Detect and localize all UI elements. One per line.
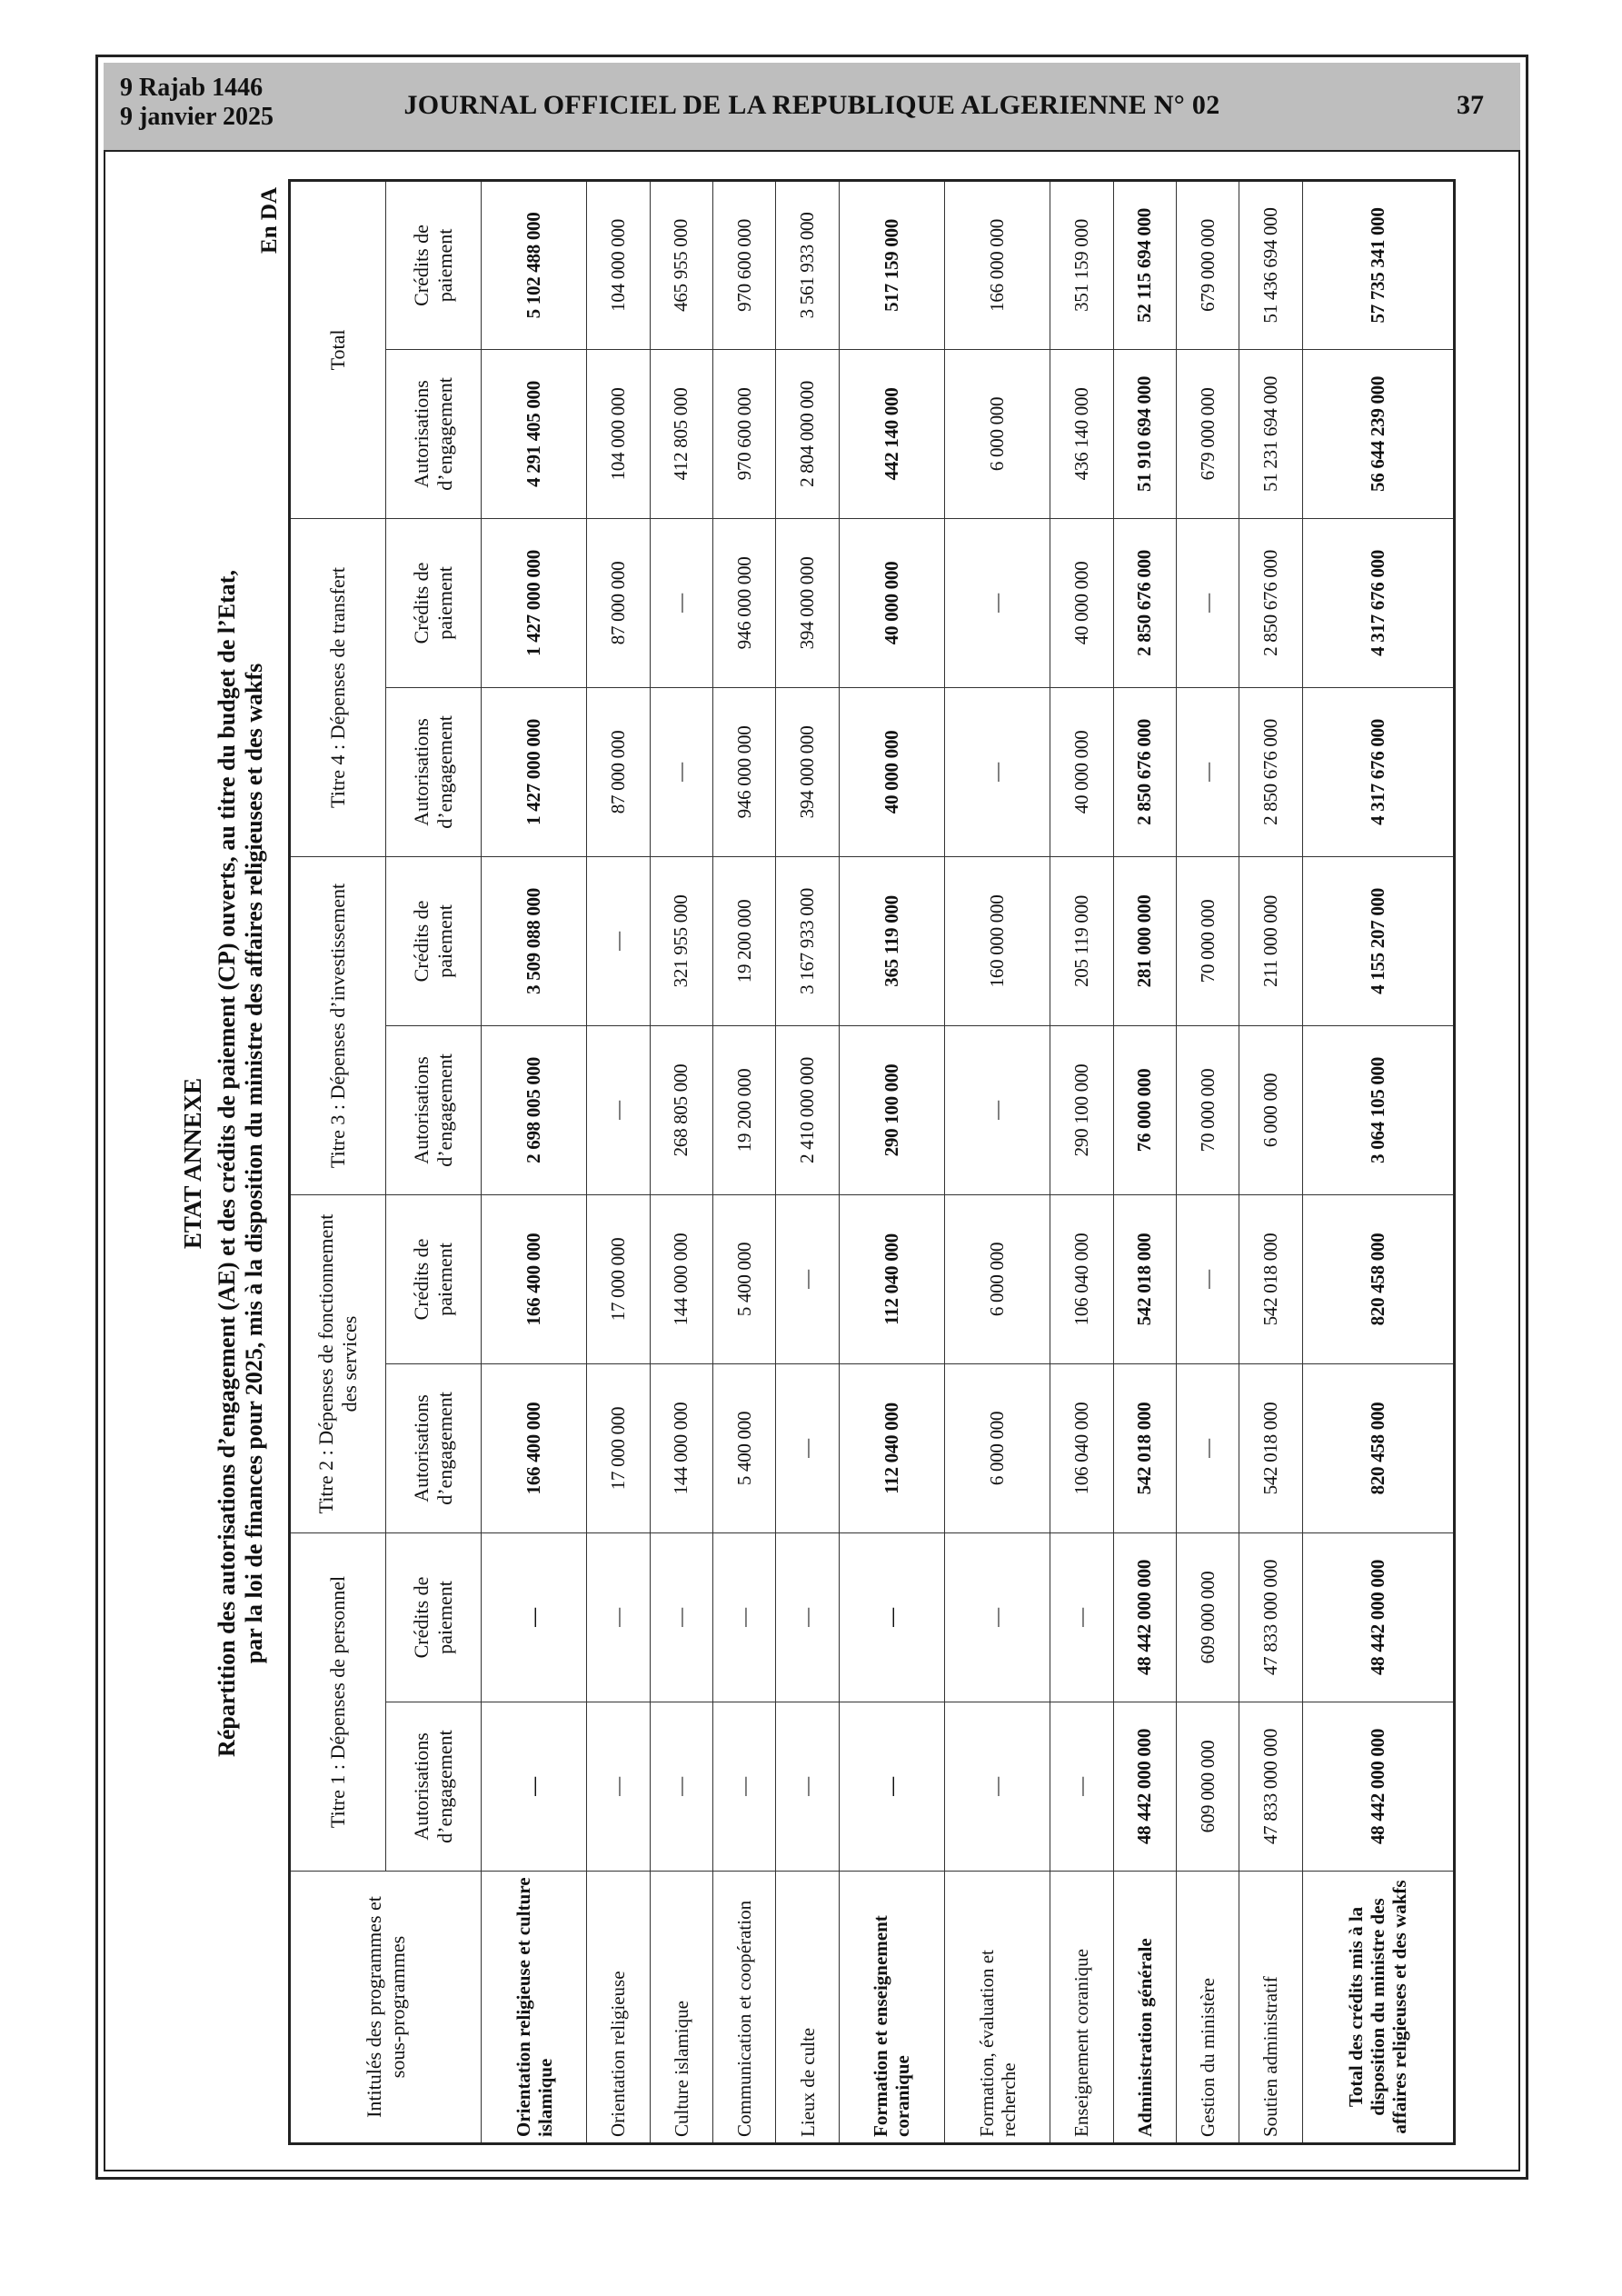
cell-ae: 4 317 676 000 xyxy=(1302,687,1454,856)
cell-cp: 394 000 000 xyxy=(776,518,839,687)
cell-ae: — xyxy=(944,687,1050,856)
cell-ae: 19 200 000 xyxy=(712,1025,775,1194)
cell-cp: 106 040 000 xyxy=(1050,1194,1113,1363)
row-label: Administration générale xyxy=(1113,1872,1176,2144)
cell-cp: — xyxy=(776,1532,839,1702)
cell-ae: — xyxy=(944,1702,1050,1872)
row-label: Lieux de culte xyxy=(776,1872,839,2144)
group-header-titre2: Titre 2 : Dépenses de fonctionnement des services xyxy=(290,1194,386,1532)
cell-cp: 4 317 676 000 xyxy=(1302,518,1454,687)
row-label: Enseignement coranique xyxy=(1050,1872,1113,2144)
cell-ae: 40 000 000 xyxy=(839,687,944,856)
cell-ae: 47 833 000 000 xyxy=(1239,1702,1302,1872)
cell-cp: 281 000 000 xyxy=(1113,856,1176,1025)
cell-cp: 6 000 000 xyxy=(944,1194,1050,1363)
cell-ae: — xyxy=(839,1702,944,1872)
cell-cp: 5 400 000 xyxy=(712,1194,775,1363)
cell-ae: 542 018 000 xyxy=(1113,1363,1176,1532)
cell-cp: 365 119 000 xyxy=(839,856,944,1025)
cell-ae: — xyxy=(776,1363,839,1532)
cell-ae: 70 000 000 xyxy=(1176,1025,1239,1194)
cell-ae: 679 000 000 xyxy=(1176,349,1239,518)
cell-ae: 3 064 105 000 xyxy=(1302,1025,1454,1194)
subprogram-row xyxy=(944,180,1050,2143)
cell-ae: 48 442 000 000 xyxy=(1113,1702,1176,1872)
cell-cp: 351 159 000 xyxy=(1050,180,1113,349)
cell-cp: 679 000 000 xyxy=(1176,180,1239,349)
row-label: Gestion du ministère xyxy=(1176,1872,1239,2144)
cell-cp: 2 850 676 000 xyxy=(1113,518,1176,687)
cell-cp: 87 000 000 xyxy=(587,518,650,687)
subprogram-row xyxy=(712,180,775,2143)
cell-cp: 205 119 000 xyxy=(1050,856,1113,1025)
cell-cp: 3 561 933 000 xyxy=(776,180,839,349)
cell-cp: 104 000 000 xyxy=(587,180,650,349)
cell-ae: — xyxy=(587,1025,650,1194)
cell-ae: 104 000 000 xyxy=(587,349,650,518)
subprogram-row xyxy=(1176,180,1239,2143)
cell-ae: 51 910 694 000 xyxy=(1113,349,1176,518)
cell-cp: — xyxy=(650,518,712,687)
cell-cp: — xyxy=(587,1532,650,1702)
cell-cp: 166 000 000 xyxy=(944,180,1050,349)
subheader-ae: Autorisations d’engagement xyxy=(386,1025,482,1194)
cell-ae: — xyxy=(587,1702,650,1872)
cell-ae: 290 100 000 xyxy=(839,1025,944,1194)
cell-ae: 2 698 005 000 xyxy=(482,1025,587,1194)
row-label: Formation et enseignement coranique xyxy=(839,1872,944,2144)
subheader-ae: Autorisations d’engagement xyxy=(386,349,482,518)
cell-cp: 4 155 207 000 xyxy=(1302,856,1454,1025)
cell-cp: 160 000 000 xyxy=(944,856,1050,1025)
cell-ae: 2 850 676 000 xyxy=(1113,687,1176,856)
cell-ae: — xyxy=(944,1025,1050,1194)
cell-cp: — xyxy=(944,1532,1050,1702)
cell-ae: 609 000 000 xyxy=(1176,1702,1239,1872)
cell-cp: 57 735 341 000 xyxy=(1302,180,1454,349)
cell-ae: 412 805 000 xyxy=(650,349,712,518)
cell-ae: — xyxy=(712,1702,775,1872)
cell-ae: 946 000 000 xyxy=(712,687,775,856)
subprogram-row xyxy=(587,180,650,2143)
cell-cp: 144 000 000 xyxy=(650,1194,712,1363)
cell-ae: 268 805 000 xyxy=(650,1025,712,1194)
cell-cp: — xyxy=(839,1532,944,1702)
cell-ae: 4 291 405 000 xyxy=(482,349,587,518)
cell-ae: 542 018 000 xyxy=(1239,1363,1302,1532)
row-label: Orientation religieuse xyxy=(587,1872,650,2144)
journal-header xyxy=(104,63,1520,152)
subheader-ae: Autorisations d’engagement xyxy=(386,687,482,856)
group-header-titre3: Titre 3 : Dépenses d’investissement xyxy=(290,856,386,1194)
cell-ae: 87 000 000 xyxy=(587,687,650,856)
row-label: Total des crédits mis à la disposition du ministre des affaires religieuses et des wakfs xyxy=(1302,1872,1454,2144)
cell-cp: — xyxy=(1176,518,1239,687)
cell-cp: 52 115 694 000 xyxy=(1113,180,1176,349)
row-label: Communication et coopération xyxy=(712,1872,775,2144)
cell-cp: 820 458 000 xyxy=(1302,1194,1454,1363)
cell-ae: — xyxy=(776,1702,839,1872)
group-header-total: Total xyxy=(290,180,386,518)
cell-ae: — xyxy=(650,1702,712,1872)
cell-cp: 465 955 000 xyxy=(650,180,712,349)
label-column-header: Intitulés des programmes et sous-programmes xyxy=(290,1872,482,2144)
cell-ae: 2 850 676 000 xyxy=(1239,687,1302,856)
subprogram-row xyxy=(650,180,712,2143)
cell-cp: 542 018 000 xyxy=(1239,1194,1302,1363)
cell-ae: 820 458 000 xyxy=(1302,1363,1454,1532)
cell-ae: 166 400 000 xyxy=(482,1363,587,1532)
group-header-titre4: Titre 4 : Dépenses de transfert xyxy=(290,518,386,856)
cell-ae: — xyxy=(1176,1363,1239,1532)
cell-ae: 51 231 694 000 xyxy=(1239,349,1302,518)
cell-cp: 48 442 000 000 xyxy=(1302,1532,1454,1702)
cell-ae: 394 000 000 xyxy=(776,687,839,856)
cell-cp: 48 442 000 000 xyxy=(1113,1532,1176,1702)
cell-ae: — xyxy=(1050,1702,1113,1872)
cell-cp: — xyxy=(482,1532,587,1702)
repartition-line-2: par la loi de finances pour 2025, mis à la disposition du ministre des affaires religieuses et des wakfs xyxy=(241,663,267,1664)
cell-ae: 2 410 000 000 xyxy=(776,1025,839,1194)
cell-ae: 17 000 000 xyxy=(587,1363,650,1532)
cell-ae: 106 040 000 xyxy=(1050,1363,1113,1532)
cell-cp: — xyxy=(712,1532,775,1702)
repartition-heading xyxy=(214,182,268,2145)
annex-title: ETAT ANNEXE xyxy=(179,1077,206,1250)
cell-ae: 6 000 000 xyxy=(944,349,1050,518)
rotated-content xyxy=(159,182,1458,2145)
subheader-cp: Crédits de paiement xyxy=(386,518,482,687)
row-label: Orientation religieuse et culture islamique xyxy=(482,1872,587,2144)
header-date-hijri: 9 Rajab 1446 xyxy=(120,74,264,102)
subheader-ae: Autorisations d’engagement xyxy=(386,1363,482,1532)
cell-cp: 946 000 000 xyxy=(712,518,775,687)
cell-cp: 542 018 000 xyxy=(1113,1194,1176,1363)
cell-ae: 76 000 000 xyxy=(1113,1025,1176,1194)
cell-cp: 17 000 000 xyxy=(587,1194,650,1363)
cell-cp: 3 509 088 000 xyxy=(482,856,587,1025)
subprogram-row xyxy=(1239,180,1302,2143)
cell-ae: 2 804 000 000 xyxy=(776,349,839,518)
table-body xyxy=(482,180,1455,2143)
cell-cp: — xyxy=(944,518,1050,687)
cell-ae: 144 000 000 xyxy=(650,1363,712,1532)
currency-unit: En DA xyxy=(257,187,282,254)
subheader-cp: Crédits de paiement xyxy=(386,856,482,1025)
cell-ae: 56 644 239 000 xyxy=(1302,349,1454,518)
cell-cp: 321 955 000 xyxy=(650,856,712,1025)
cell-cp: 970 600 000 xyxy=(712,180,775,349)
cell-ae: 6 000 000 xyxy=(944,1363,1050,1532)
cell-ae: — xyxy=(482,1702,587,1872)
cell-cp: 5 102 488 000 xyxy=(482,180,587,349)
cell-ae: 970 600 000 xyxy=(712,349,775,518)
cell-cp: 609 000 000 xyxy=(1176,1532,1239,1702)
cell-cp: 166 400 000 xyxy=(482,1194,587,1363)
row-label: Culture islamique xyxy=(650,1872,712,2144)
cell-ae: 436 140 000 xyxy=(1050,349,1113,518)
budget-table xyxy=(288,179,1456,2145)
subheader-cp: Crédits de paiement xyxy=(386,1194,482,1363)
cell-cp: — xyxy=(587,856,650,1025)
cell-ae: 1 427 000 000 xyxy=(482,687,587,856)
cell-ae: 290 100 000 xyxy=(1050,1025,1113,1194)
cell-cp: 2 850 676 000 xyxy=(1239,518,1302,687)
cell-cp: 40 000 000 xyxy=(1050,518,1113,687)
cell-ae: 5 400 000 xyxy=(712,1363,775,1532)
subprogram-row xyxy=(776,180,839,2143)
cell-cp: — xyxy=(1050,1532,1113,1702)
total-row xyxy=(1302,180,1454,2143)
subprogram-row xyxy=(1050,180,1113,2143)
cell-cp: 112 040 000 xyxy=(839,1194,944,1363)
repartition-line-1: Répartition des autorisations d’engagement (AE) et des crédits de paiement (CP) ouverts, au titre du budget de l’Etat, xyxy=(214,570,240,1757)
cell-ae: 112 040 000 xyxy=(839,1363,944,1532)
cell-cp: 51 436 694 000 xyxy=(1239,180,1302,349)
program-row xyxy=(1113,180,1176,2143)
cell-cp: 19 200 000 xyxy=(712,856,775,1025)
subheader-cp: Crédits de paiement xyxy=(386,1532,482,1702)
cell-cp: 47 833 000 000 xyxy=(1239,1532,1302,1702)
row-label: Soutien administratif xyxy=(1239,1872,1302,2144)
program-row xyxy=(482,180,587,2143)
cell-cp: 40 000 000 xyxy=(839,518,944,687)
program-row xyxy=(839,180,944,2143)
cell-cp: 517 159 000 xyxy=(839,180,944,349)
cell-cp: 3 167 933 000 xyxy=(776,856,839,1025)
row-label: Formation, évaluation et recherche xyxy=(944,1872,1050,2144)
cell-ae: 40 000 000 xyxy=(1050,687,1113,856)
cell-cp: 1 427 000 000 xyxy=(482,518,587,687)
cell-ae: — xyxy=(1176,687,1239,856)
subheader-ae: Autorisations d’engagement xyxy=(386,1702,482,1872)
cell-cp: 70 000 000 xyxy=(1176,856,1239,1025)
cell-ae: 48 442 000 000 xyxy=(1302,1702,1454,1872)
cell-ae: 442 140 000 xyxy=(839,349,944,518)
cell-ae: — xyxy=(650,687,712,856)
cell-cp: 211 000 000 xyxy=(1239,856,1302,1025)
cell-cp: — xyxy=(1176,1194,1239,1363)
cell-ae: 6 000 000 xyxy=(1239,1025,1302,1194)
cell-cp: — xyxy=(776,1194,839,1363)
subheader-cp: Crédits de paiement xyxy=(386,180,482,349)
cell-cp: — xyxy=(650,1532,712,1702)
journal-title: JOURNAL OFFICIEL DE LA REPUBLIQUE ALGERIENNE N° 02 xyxy=(403,90,1220,120)
page-number: 37 xyxy=(1457,90,1484,120)
header-date-gregorian: 9 janvier 2025 xyxy=(120,103,274,131)
group-header-titre1: Titre 1 : Dépenses de personnel xyxy=(290,1532,386,1871)
